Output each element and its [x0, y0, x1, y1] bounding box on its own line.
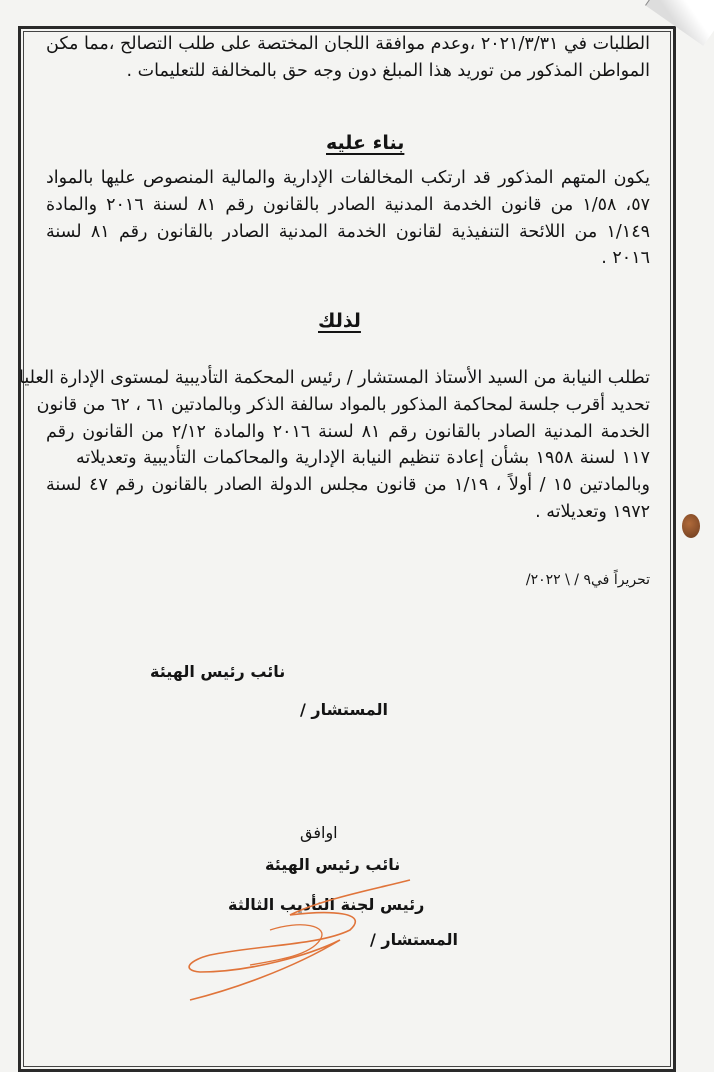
committee-title: رئيس لجنة التأديب الثالثة — [228, 895, 425, 914]
paragraph-line: المواطن المذكور من توريد هذا المبلغ دون وجه حق بالمخالفة للتعليمات . — [126, 61, 650, 81]
approver-counselor-label: المستشار / — [370, 930, 458, 949]
paragraph-line: وبالمادتين ١٥ / أولاً ، ١/١٩ من قانون مجلس الدولة الصادر بالقانون رقم ٤٧ لسنة — [46, 475, 650, 495]
counselor-label: المستشار / — [300, 700, 388, 719]
paragraph-line: ١١٧ لسنة ١٩٥٨ بشأن إعادة تنظيم النيابة الإدارية والمحاكمات التأديبية وتعديلاته — [76, 448, 650, 468]
paragraph-line: تحديد أقرب جلسة لمحاكمة المذكور بالمواد سالفة الذكر وبالمادتين ٦١ ، ٦٢ من قانون — [36, 395, 650, 415]
date-line: تحريراً في٩ / \ ٢٠٢٢/ — [525, 572, 650, 588]
paragraph-line: يكون المتهم المذكور قد ارتكب المخالفات الإدارية والمالية المنصوص عليها بالمواد — [46, 168, 650, 188]
paragraph-line: ٥٧، ١/٥٨ من قانون الخدمة المدنية الصادر بالقانون رقم ٨١ لسنة ٢٠١٦ والمادة — [46, 195, 650, 215]
approve-label: اوافق — [300, 823, 338, 842]
section-heading: لذلك — [318, 310, 361, 332]
handwritten-signature — [170, 860, 430, 1010]
paragraph-line: الطلبات في ٢٠٢١/٣/٣١ ،وعدم موافقة اللجان المختصة على طلب التصالح ،مما مكن — [46, 34, 650, 54]
paragraph-line: ١/١٤٩ من اللائحة التنفيذية لقانون الخدمة المدنية الصادر بالقانون رقم ٨١ لسنة — [46, 222, 650, 242]
paragraph-line: الخدمة المدنية الصادر بالقانون رقم ٨١ لسنة ٢٠١٦ والمادة ٢/١٢ من القانون رقم — [46, 422, 650, 442]
paragraph-line: ١٩٧٢ وتعديلاته . — [535, 502, 650, 522]
section-heading: بناء عليه — [326, 132, 405, 154]
paragraph-line: تطلب النيابة من السيد الأستاذ المستشار / رئيس المحكمة التأديبية لمستوى الإدارة العليا — [18, 368, 650, 388]
approver-title: نائب رئيس الهيئة — [265, 855, 401, 874]
paragraph-line: ٢٠١٦ . — [601, 248, 650, 268]
deputy-title: نائب رئيس الهيئة — [150, 662, 286, 681]
hole-punch-mark — [682, 514, 700, 538]
